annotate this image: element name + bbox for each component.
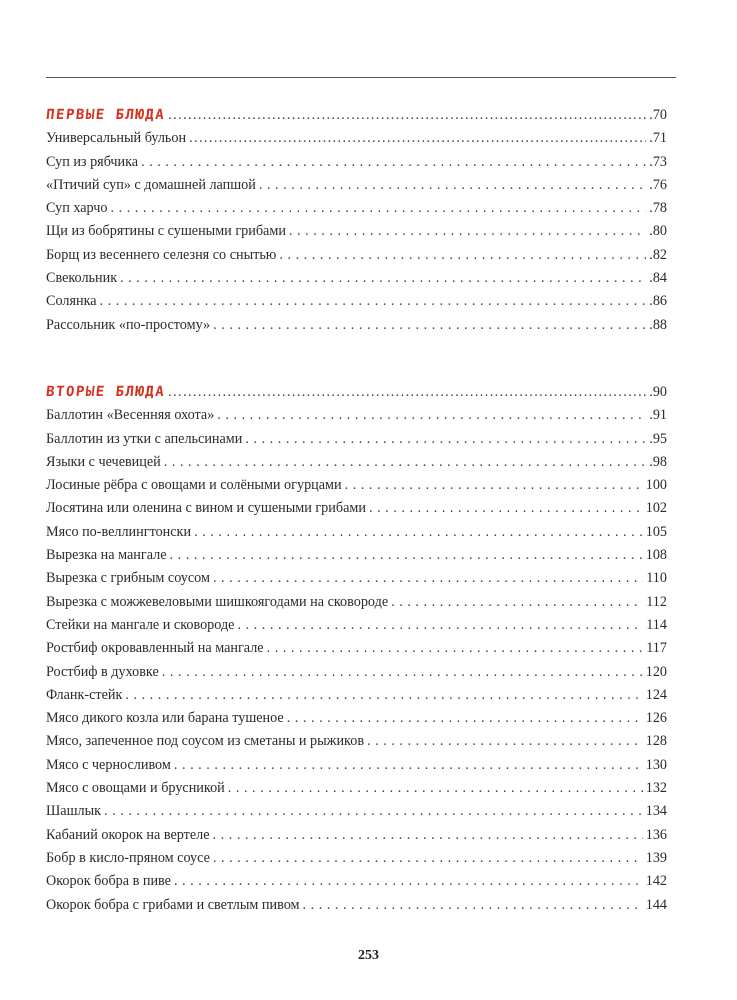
- entry-title: Языки с чечевицей: [46, 453, 161, 470]
- toc-entry[interactable]: [46, 611, 667, 634]
- toc-entry[interactable]: [46, 171, 667, 194]
- page-number: .71: [649, 130, 667, 147]
- entry-title: Щи из бобрятины с сушеными грибами: [46, 223, 286, 240]
- page-number: .84: [649, 270, 667, 287]
- entry-title: Стейки на мангале и сковороде: [46, 616, 235, 633]
- entry-title: Окорок бобра с грибами и светлым пивом: [46, 896, 300, 913]
- dot-leader: [164, 454, 647, 471]
- top-rule: [46, 77, 676, 78]
- entry-title: Мясо, запеченное под соусом из сметаны и рыжиков: [46, 733, 365, 750]
- entry-title: Бобр в кисло-пряном соусе: [46, 849, 210, 866]
- section-title: ПЕРВЫЕ БЛЮДА: [45, 107, 167, 123]
- section-heading-row[interactable]: [46, 100, 667, 124]
- dot-leader: [279, 247, 646, 264]
- entry-title: Мясо с овощами и брусникой: [46, 780, 225, 797]
- dot-leader: [267, 640, 644, 657]
- dot-leader: [111, 200, 647, 217]
- entry-title: Борщ из весеннего селезня со снытью: [46, 246, 277, 263]
- toc-entry[interactable]: [46, 147, 667, 170]
- dot-leader: [345, 477, 643, 494]
- toc-entry[interactable]: [46, 890, 667, 913]
- toc-entry[interactable]: [46, 424, 667, 447]
- entry-title: Суп из рябчика: [46, 153, 139, 170]
- page-number: .91: [649, 407, 667, 424]
- toc-entry[interactable]: [46, 820, 667, 843]
- entry-title: Окорок бобра в пиве: [46, 873, 171, 890]
- entry-title: Лосятина или оленина с вином и сушеными грибами: [46, 500, 366, 517]
- entry-title: Баллотин из утки с апельсинами: [46, 430, 243, 447]
- page-number: .76: [649, 176, 667, 193]
- dot-leader: [391, 594, 643, 611]
- entry-title: Мясо с черносливом: [46, 756, 171, 773]
- dot-leader: [237, 617, 643, 634]
- toc-section-main-courses: [46, 377, 667, 914]
- dot-leader: [170, 547, 643, 564]
- dot-leader: [217, 407, 646, 424]
- toc-entry[interactable]: [46, 681, 667, 704]
- dot-leader: [213, 850, 643, 867]
- page-number: .78: [649, 200, 667, 217]
- toc-entry[interactable]: [46, 494, 667, 517]
- dot-leader: [213, 317, 646, 334]
- toc-entry[interactable]: [46, 541, 667, 564]
- toc-entry[interactable]: [46, 217, 667, 240]
- dot-leader: [168, 384, 646, 401]
- dot-leader: [213, 827, 643, 844]
- dot-leader: [174, 873, 643, 890]
- toc-entry[interactable]: [46, 124, 667, 147]
- toc-entry[interactable]: [46, 517, 667, 540]
- toc-entry[interactable]: [46, 774, 667, 797]
- page-number: .98: [649, 453, 667, 470]
- entry-title: Баллотин «Весенняя охота»: [46, 407, 215, 424]
- toc-entry[interactable]: [46, 657, 667, 680]
- entry-title: Мясо по-веллингтонски: [46, 523, 192, 540]
- page-number: 139: [645, 849, 667, 866]
- entry-title: Вырезка на мангале: [46, 547, 167, 564]
- entry-title: Вырезка с можжевеловыми шишкоягодами на сковороде: [46, 593, 389, 610]
- dot-leader: [194, 524, 643, 541]
- dot-leader: [168, 107, 646, 124]
- page-number: 144: [645, 896, 667, 913]
- dot-leader: [228, 780, 643, 797]
- entry-title: Лосиные рёбра с овощами и солёными огурцами: [46, 477, 342, 494]
- dot-leader: [303, 897, 643, 914]
- page-number: .90: [649, 384, 667, 400]
- page-number: .82: [649, 246, 667, 263]
- toc-entry[interactable]: [46, 448, 667, 471]
- entry-title: Шашлык: [46, 803, 102, 820]
- toc-entry[interactable]: [46, 797, 667, 820]
- entry-title: Универсальный бульон: [46, 130, 187, 147]
- page-number: .88: [649, 316, 667, 333]
- page-number: .80: [649, 223, 667, 240]
- toc-entry[interactable]: [46, 727, 667, 750]
- dot-leader: [189, 130, 646, 147]
- toc-entry[interactable]: [46, 287, 667, 310]
- toc-entry[interactable]: [46, 704, 667, 727]
- entry-title: Вырезка с грибным соусом: [46, 570, 210, 587]
- toc-entry[interactable]: [46, 750, 667, 773]
- page-number: .70: [649, 107, 667, 123]
- dot-leader: [125, 687, 642, 704]
- entry-title: Мясо дикого козла или барана тушеное: [46, 710, 284, 727]
- page-number: 126: [645, 710, 667, 727]
- dot-leader: [367, 733, 643, 750]
- toc-entry[interactable]: [46, 564, 667, 587]
- entry-title: «Птичий суп» с домашней лапшой: [46, 176, 256, 193]
- toc-entry[interactable]: [46, 471, 667, 494]
- section-heading-row[interactable]: [46, 377, 667, 401]
- page-number: 112: [646, 593, 667, 610]
- dot-leader: [213, 570, 643, 587]
- entry-title: Суп харчо: [46, 200, 108, 217]
- toc-entry[interactable]: [46, 194, 667, 217]
- page-number: 128: [645, 733, 667, 750]
- dot-leader: [141, 154, 646, 171]
- page-number: 142: [645, 873, 667, 890]
- toc-entry[interactable]: [46, 401, 667, 424]
- dot-leader: [100, 293, 647, 310]
- dot-leader: [120, 270, 646, 287]
- toc-entry[interactable]: [46, 264, 667, 287]
- dot-leader: [289, 223, 646, 240]
- toc-entry[interactable]: [46, 634, 667, 657]
- footer-page-number: 253: [358, 948, 379, 963]
- page-number: 100: [645, 477, 667, 494]
- entry-title: Солянка: [46, 293, 97, 310]
- dot-leader: [245, 431, 646, 448]
- toc-entry[interactable]: [46, 587, 667, 610]
- dot-leader: [104, 803, 643, 820]
- entry-title: Рассольник «по-простому»: [46, 316, 211, 333]
- page-number: 117: [646, 640, 667, 657]
- page-number: 130: [645, 756, 667, 773]
- toc-section-first-courses: [46, 100, 667, 334]
- entry-title: Кабаний окорок на вертеле: [46, 826, 210, 843]
- dot-leader: [369, 500, 643, 517]
- page-number: 136: [645, 826, 667, 843]
- page-number: 102: [645, 500, 667, 517]
- toc-entry[interactable]: [46, 240, 667, 263]
- page-number: 120: [645, 663, 667, 680]
- dot-leader: [174, 757, 643, 774]
- dot-leader: [287, 710, 643, 727]
- toc-entry[interactable]: [46, 310, 667, 333]
- page-number: 108: [645, 547, 667, 564]
- entry-title: Ростбиф окровавленный на мангале: [46, 640, 264, 657]
- page-number: 124: [645, 686, 667, 703]
- page-number: 134: [645, 803, 667, 820]
- section-title: ВТОРЫЕ БЛЮДА: [45, 384, 167, 400]
- page-number: 114: [646, 616, 667, 633]
- page-number: .95: [649, 430, 667, 447]
- page-number: .86: [649, 293, 667, 310]
- entry-title: Ростбиф в духовке: [46, 663, 159, 680]
- dot-leader: [259, 177, 646, 194]
- page-number: 105: [645, 523, 667, 540]
- page-number: 110: [646, 570, 667, 587]
- toc-entry[interactable]: [46, 867, 667, 890]
- entry-title: Фланк-стейк: [46, 686, 123, 703]
- page-number: 132: [645, 780, 667, 797]
- entry-title: Свекольник: [46, 270, 118, 287]
- dot-leader: [162, 664, 643, 681]
- toc-entry[interactable]: [46, 844, 667, 867]
- page-number: .73: [649, 153, 667, 170]
